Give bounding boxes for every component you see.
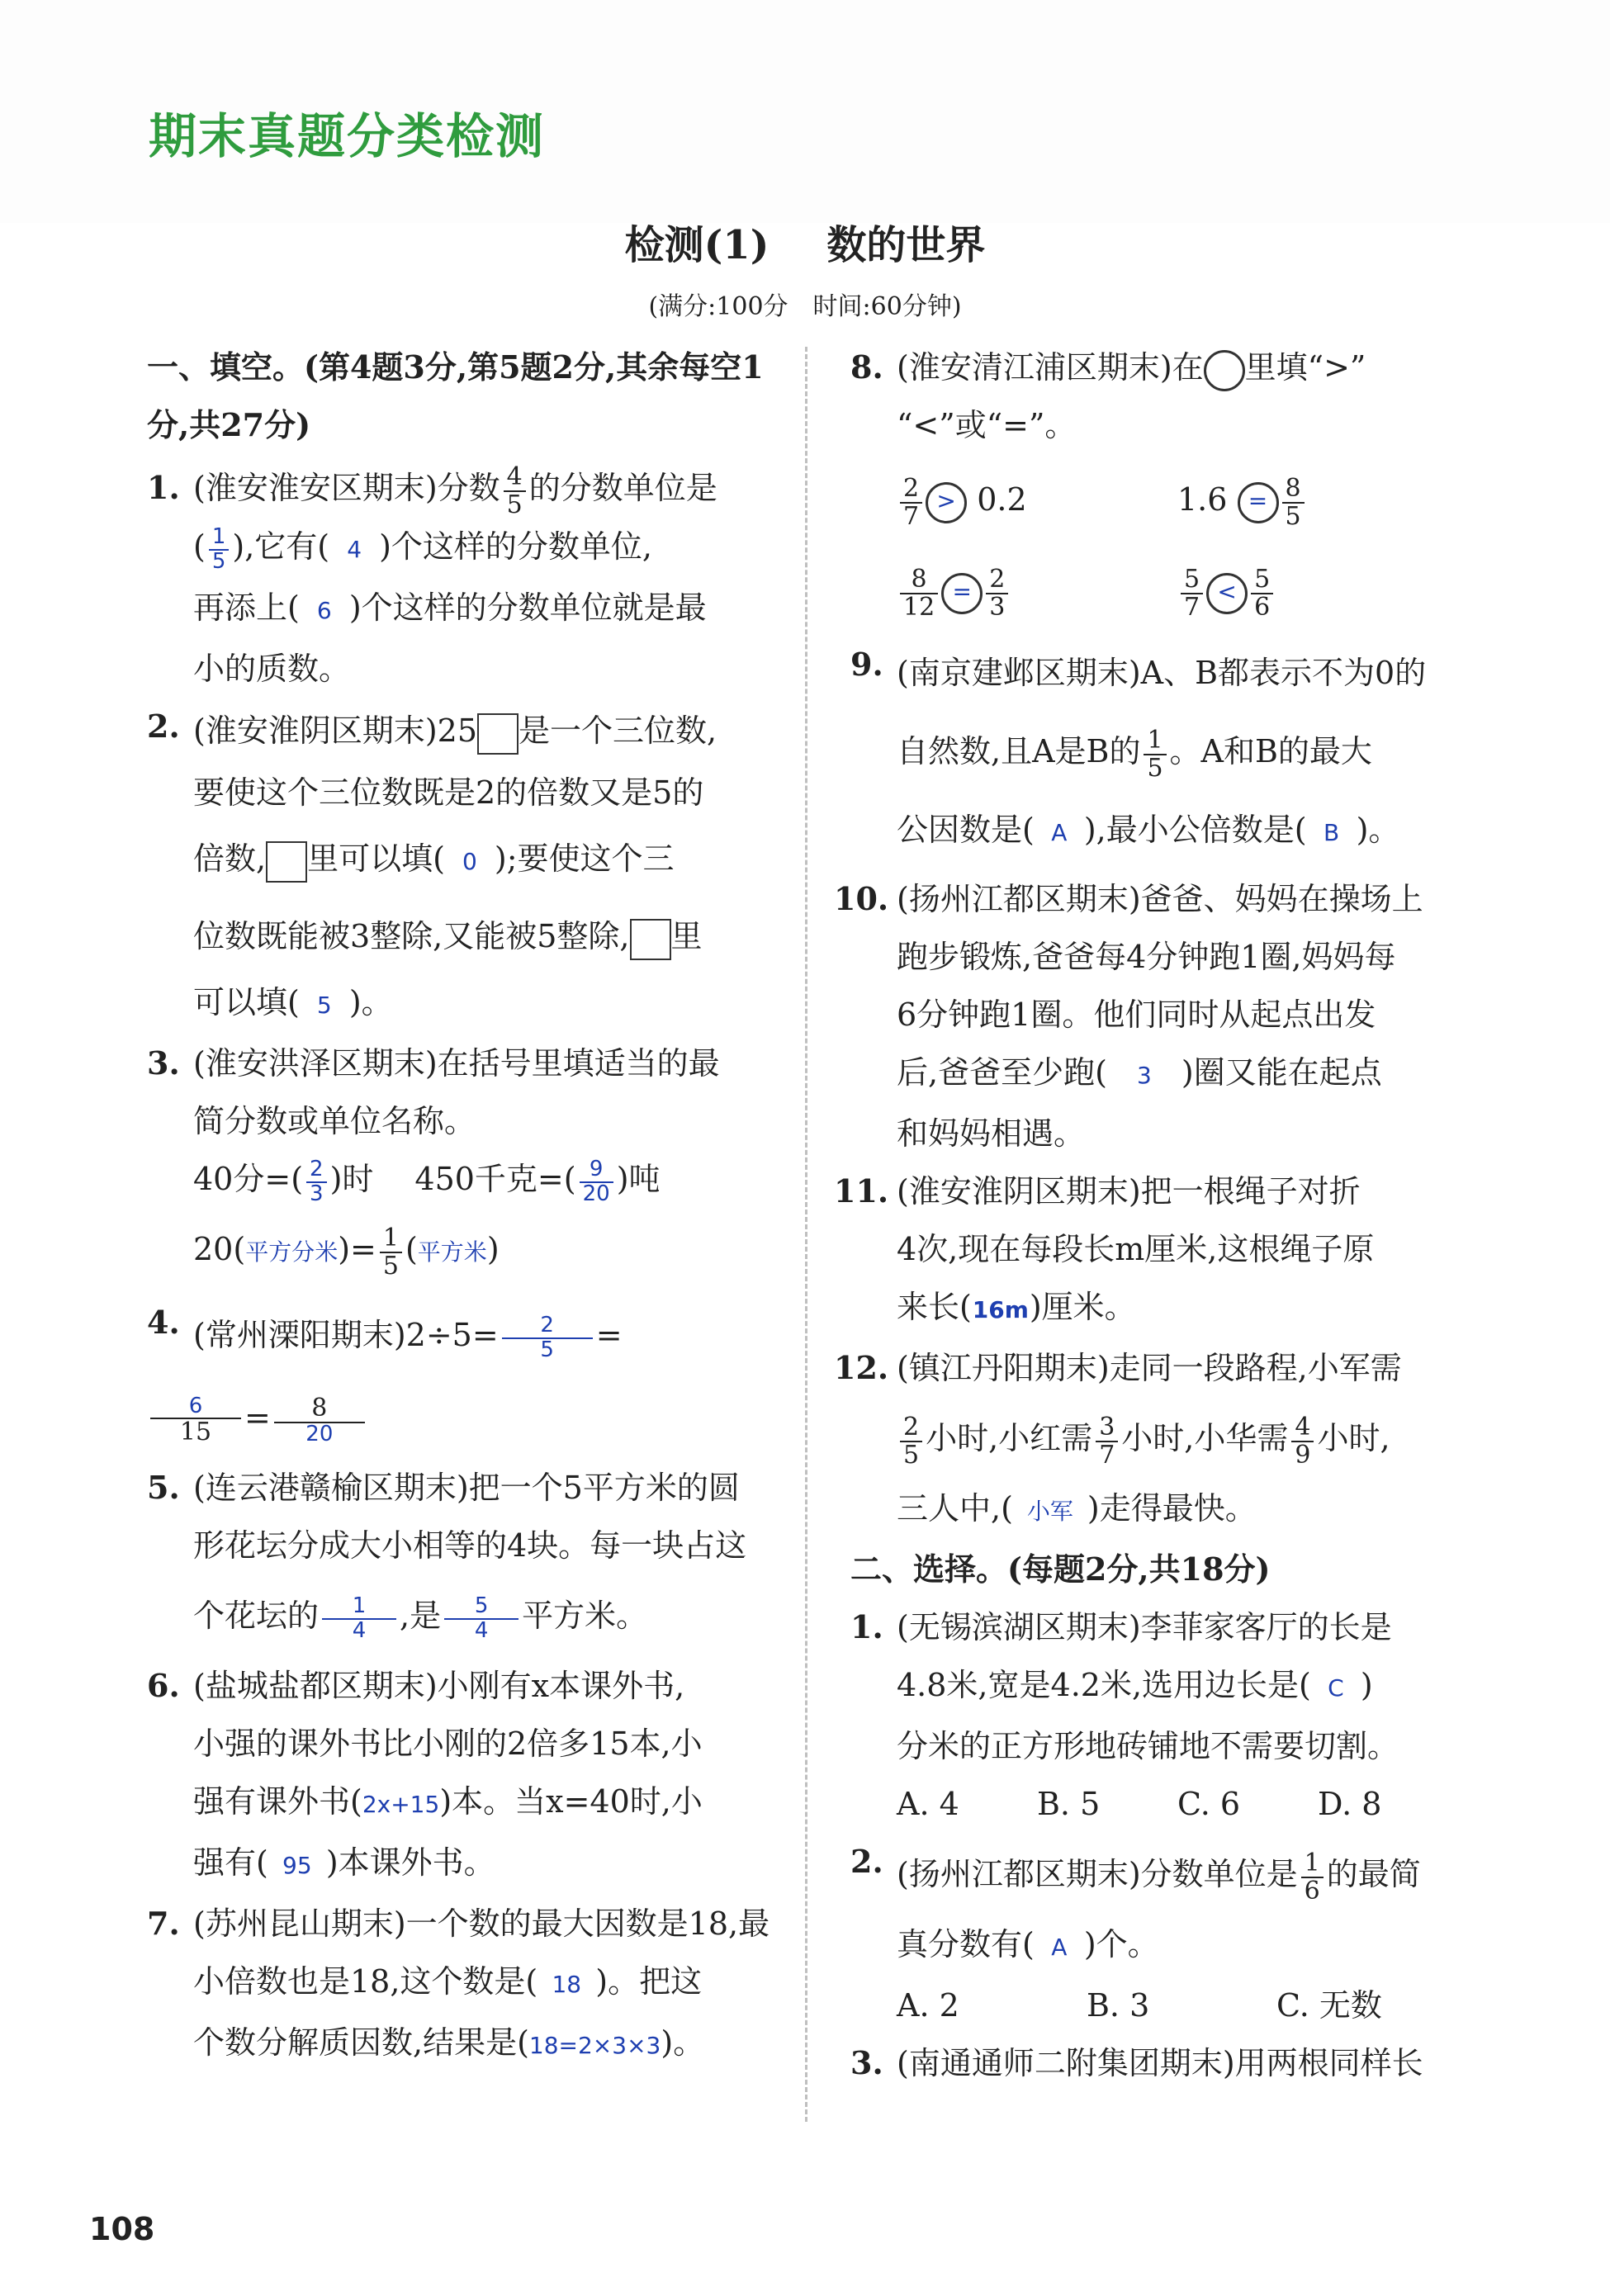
option-a[interactable]: A. 4 (897, 1786, 959, 1822)
answer: 2x+15 (362, 1791, 440, 1818)
q-text: (淮安清江浦区期末)在 (897, 349, 1204, 386)
comparison-item (1177, 454, 1458, 545)
q-text: 和妈妈相遇。 (897, 1115, 1086, 1152)
q-text: )个这样的分数单位就是最 (348, 589, 707, 626)
denominator: 5 (506, 490, 523, 519)
answer: 18 (552, 1971, 582, 1998)
denominator: 4 (474, 1617, 489, 1643)
question-number: 1. (850, 1608, 883, 1645)
q-text: )个这样的分数单位, (379, 528, 653, 565)
answer: 6 (316, 597, 332, 624)
numerator: 2 (900, 1414, 922, 1442)
denominator: 5 (211, 548, 226, 574)
q-text: 小时, (1317, 1420, 1390, 1456)
q-text: (南京建邺区期末)A、B都表示不为0的 (897, 655, 1427, 691)
q-text: 强有课外书( (193, 1783, 362, 1820)
question-number: 5. (147, 1469, 180, 1506)
question-number: 12. (834, 1349, 889, 1386)
denominator: 7 (1099, 1440, 1115, 1470)
q-text: )。把这 (595, 1963, 703, 2000)
question-number: 4. (147, 1304, 180, 1341)
q-text: (常州溧阳期末)2÷5= (193, 1317, 499, 1353)
q-text: (盐城盐都区期末)小刚有x本课外书, (193, 1668, 685, 1704)
denominator: 12 (903, 592, 935, 622)
denominator: 9 (1295, 1440, 1311, 1470)
q-text: 里可以填( (307, 840, 445, 877)
q-text: 450千克=( (414, 1161, 576, 1197)
numerator: 1 (380, 1225, 402, 1253)
q-text: 再添上( (193, 589, 300, 626)
q-text: 平方米。 (522, 1598, 648, 1634)
question-1-8 (850, 338, 1478, 454)
q-text: 后,爸爸至少跑( (897, 1054, 1107, 1091)
page-number: 108 (89, 2211, 155, 2247)
q-text: )走得最快。 (1087, 1490, 1257, 1527)
numerator: 5 (1181, 566, 1203, 594)
q-text: 强有( (193, 1844, 268, 1881)
question-1-9 (850, 636, 1478, 870)
question-number: 1. (147, 469, 180, 506)
answer-fraction (322, 1595, 396, 1642)
q-text: 要使这个三位数既是2的倍数又是5的 (193, 774, 704, 811)
q-text: 个数分解质因数,结果是( (193, 2024, 529, 2061)
denominator: 5 (1147, 753, 1163, 783)
answer-fraction (306, 1158, 327, 1205)
q-text: 1.6 (1177, 481, 1228, 518)
question-number: 7. (147, 1905, 180, 1942)
q-text: ) (486, 1231, 500, 1267)
comparison-item (897, 545, 1177, 636)
q-text: = (244, 1399, 271, 1436)
q-text: 4次,现在每段长m厘米,这根绳子原 (897, 1231, 1375, 1267)
answer: 平方米 (417, 1238, 487, 1266)
answer: 平方分米 (245, 1238, 339, 1266)
fraction (1282, 476, 1305, 529)
q-text: 跑步锻炼,爸爸每4分钟跑1圈,妈妈每 (897, 939, 1396, 975)
question-number: 11. (834, 1172, 889, 1210)
q-text: 6分钟跑1圈。他们同时从起点出发 (897, 997, 1376, 1033)
numerator: 3 (1096, 1414, 1118, 1442)
right-column (834, 338, 1478, 2092)
question-number: 9. (850, 646, 883, 683)
q-text: )吨 (616, 1161, 661, 1197)
answer: 5 (316, 992, 332, 1019)
question-2-3 (850, 2034, 1478, 2092)
q-text: 位数既能被3整除,又能被5整除, (193, 918, 630, 954)
option-c[interactable]: C. 无数 (1276, 1987, 1382, 2024)
numerator: 1 (1301, 1850, 1324, 1878)
comparison-circle-icon (1204, 350, 1245, 391)
answer: 0 (462, 848, 477, 875)
q-text: (淮安洪泽区期末)在括号里填适当的最 (193, 1045, 720, 1082)
answer-fraction (580, 1158, 613, 1205)
q-text: 形花坛分成大小相等的4块。每一块占这 (193, 1527, 747, 1564)
denominator: 7 (903, 501, 920, 531)
answer-denominator: 20 (305, 1421, 334, 1446)
q-text: (南通通师二附集团期末)用两根同样长 (897, 2045, 1423, 2081)
denominator: 3 (989, 592, 1006, 622)
q-text: (镇江丹阳期末)走同一段路程,小军需 (897, 1350, 1402, 1386)
column-divider (805, 347, 807, 2122)
comparison-item (897, 454, 1177, 545)
q-text: 来长( (897, 1289, 972, 1325)
q-text: (无锡滨湖区期末)李菲家客厅的长是 (897, 1609, 1392, 1645)
q-text: (扬州江都区期末)爸爸、妈妈在操场上 (897, 881, 1423, 917)
answer: A (1051, 819, 1068, 846)
q-text: ),它有( (232, 528, 330, 565)
q-text: )圈又能在起点 (1181, 1054, 1382, 1091)
denominator: 15 (179, 1418, 212, 1447)
q-text: (扬州江都区期末)分数单位是 (897, 1856, 1298, 1892)
question-number: 3. (850, 2044, 883, 2081)
question-2-2 (850, 1833, 1478, 1976)
q-text: 的分数单位是 (528, 470, 717, 506)
question-1-6 (147, 1657, 774, 1895)
numerator: 1 (322, 1595, 396, 1619)
fraction (1181, 566, 1203, 620)
q-text: )。 (348, 984, 393, 1020)
question-1-11 (834, 1162, 1478, 1339)
question-2-1 (850, 1598, 1478, 1775)
numerator: 2 (502, 1314, 593, 1338)
q-text: 0.2 (977, 481, 1027, 518)
q-text: ( (193, 528, 206, 565)
option-b[interactable]: B. 5 (1037, 1786, 1101, 1822)
q-text: )本。当x=40时,小 (439, 1783, 703, 1820)
answer: 4 (347, 536, 362, 563)
section2-title: 二、选择。(每题2分,共18分) (850, 1550, 1271, 1588)
q-text: 公因数是( (897, 812, 1035, 848)
q-text: 个花坛的 (193, 1598, 320, 1634)
question-number: 2. (850, 1843, 883, 1880)
fraction (900, 476, 922, 529)
q-text: 里 (670, 918, 703, 954)
denominator: 5 (540, 1337, 554, 1362)
comparison-row (850, 454, 1478, 545)
question-number: 6. (147, 1667, 180, 1704)
numerator: 4 (1291, 1414, 1314, 1442)
q-text: 分米的正方形地砖铺地不需要切割。 (897, 1728, 1399, 1764)
fraction (1096, 1414, 1118, 1468)
comparison-row (850, 545, 1478, 636)
numerator: 8 (274, 1395, 365, 1423)
q-text: 的最简 (1326, 1856, 1421, 1892)
options-row (850, 1775, 1478, 1833)
comparison-item (1177, 545, 1458, 636)
answer-circle: < (1206, 573, 1248, 614)
fraction (380, 1225, 402, 1279)
fraction (900, 566, 938, 620)
answer: 18=2×3×3 (528, 2032, 661, 2059)
q-text: 里填“>” (1244, 349, 1366, 386)
q-text: 4.8米,宽是4.2米,选用边长是( (897, 1667, 1311, 1703)
answer-circle: > (926, 482, 967, 523)
options-row (850, 1976, 1478, 2034)
answer-circle: = (1238, 482, 1279, 523)
question-number: 2. (147, 708, 180, 745)
option-d[interactable]: D. 8 (1318, 1786, 1382, 1822)
answer-fraction (444, 1595, 519, 1642)
answer: 16m (972, 1296, 1029, 1323)
q-text: ( (405, 1231, 418, 1267)
q-text: )厘米。 (1029, 1289, 1136, 1325)
fraction (504, 464, 526, 518)
section-header-title: 期末真题分类检测 (149, 108, 546, 164)
denominator: 5 (382, 1251, 399, 1281)
q-text: )。 (1356, 812, 1400, 848)
numerator: 5 (1251, 566, 1273, 594)
numerator: 1 (209, 526, 230, 550)
q-text: 40分=( (193, 1161, 304, 1197)
q-text: 小的质数。 (193, 651, 351, 687)
numerator: 2 (900, 476, 922, 504)
answer: A (1051, 1934, 1068, 1961)
answer: 3 (1136, 1062, 1152, 1089)
blank-box (477, 713, 519, 755)
q-text: 。A和B的最大 (1169, 733, 1372, 769)
fraction (1301, 1850, 1324, 1904)
q-text: )时 (329, 1161, 374, 1197)
option-a[interactable]: A. 2 (897, 1987, 959, 2024)
denominator: 20 (582, 1181, 610, 1206)
test-title (0, 213, 1610, 270)
question-number: 8. (850, 348, 883, 386)
answer-fraction (209, 526, 230, 573)
question-1-1 (147, 459, 774, 698)
test-title-topic: 数的世界 (826, 222, 986, 268)
q-text: “<”或“=”。 (897, 407, 1077, 443)
q-text: 真分数有( (897, 1926, 1035, 1962)
q-text: 小时,小华需 (1121, 1420, 1289, 1456)
q-text: )个。 (1083, 1926, 1159, 1962)
q-text: 是一个三位数, (519, 712, 717, 749)
fraction (274, 1395, 365, 1446)
question-1-3 (147, 1034, 774, 1294)
blank-box (630, 919, 671, 960)
answer: 95 (282, 1852, 312, 1879)
test-title-number: 检测(1) (624, 222, 769, 268)
numerator: 8 (900, 566, 938, 594)
blank-box (266, 841, 307, 883)
numerator: 1 (1144, 727, 1166, 755)
q-text: 20( (193, 1231, 246, 1267)
q-text: = (595, 1317, 623, 1353)
option-c[interactable]: C. 6 (1177, 1786, 1241, 1822)
denominator: 5 (903, 1440, 920, 1470)
q-text: (淮安淮阴区期末)25 (193, 712, 478, 749)
section1-title: 一、填空。(第4题3分,第5题2分,其余每空1分,共27分) (147, 348, 764, 443)
answer-fraction (502, 1314, 593, 1361)
answer: C (1328, 1674, 1344, 1702)
fraction (900, 1414, 922, 1468)
q-text: )本课外书。 (325, 1844, 495, 1881)
q-text: 小时,小红需 (926, 1420, 1093, 1456)
numerator: 5 (444, 1595, 519, 1619)
fraction (1144, 727, 1166, 781)
q-text: (淮安淮阴区期末)把一根绳子对折 (897, 1173, 1361, 1210)
answer: 小军 (1026, 1498, 1073, 1525)
fraction (1291, 1414, 1314, 1468)
q-text: 简分数或单位名称。 (193, 1103, 476, 1139)
left-column (147, 338, 774, 2075)
fraction (150, 1395, 241, 1446)
numerator: 4 (504, 464, 526, 492)
q-text: (连云港赣榆区期末)把一个5平方米的圆 (193, 1470, 740, 1506)
numerator: 2 (306, 1158, 327, 1182)
fraction (986, 566, 1008, 620)
q-text: 三人中,( (897, 1490, 1013, 1527)
answer-numerator: 6 (150, 1395, 241, 1419)
question-1-12 (834, 1339, 1478, 1541)
denominator: 5 (1285, 501, 1301, 531)
answer: B (1323, 819, 1340, 846)
q-text: 小倍数也是18,这个数是( (193, 1963, 538, 2000)
question-number: 3. (147, 1044, 180, 1082)
question-1-4 (147, 1294, 774, 1459)
answer-circle: = (941, 573, 983, 614)
numerator: 2 (986, 566, 1008, 594)
fraction (1251, 566, 1273, 620)
denominator: 4 (352, 1617, 367, 1643)
denominator: 6 (1304, 1876, 1320, 1905)
option-b[interactable]: B. 3 (1087, 1987, 1150, 2024)
numerator: 8 (1282, 476, 1305, 504)
q-text: )= (338, 1231, 376, 1267)
q-text: 可以填( (193, 984, 300, 1020)
q-text: (苏州昆山期末)一个数的最大因数是18,最 (193, 1905, 770, 1942)
test-subtitle: (满分:100分 时间:60分钟) (648, 292, 962, 321)
denominator: 6 (1254, 592, 1271, 622)
q-text: ,是 (400, 1598, 442, 1634)
question-number: 10. (834, 880, 889, 917)
question-1-5 (147, 1459, 774, 1657)
q-text: 自然数,且A是B的 (897, 733, 1141, 769)
numerator: 9 (580, 1158, 613, 1182)
question-1-10 (834, 870, 1478, 1162)
denominator: 3 (310, 1181, 324, 1206)
q-text: 倍数, (193, 840, 267, 877)
q-text: ),最小公倍数是( (1083, 812, 1307, 848)
question-1-2 (147, 698, 774, 1034)
q-text: )。 (661, 2024, 705, 2061)
denominator: 7 (1184, 592, 1200, 622)
q-text: 小强的课外书比小刚的2倍多15本,小 (193, 1726, 703, 1762)
q-text: ) (1360, 1667, 1373, 1703)
q-text: (淮安淮安区期末)分数 (193, 470, 500, 506)
q-text: );要使这个三 (494, 840, 675, 877)
question-1-7 (147, 1895, 774, 2075)
